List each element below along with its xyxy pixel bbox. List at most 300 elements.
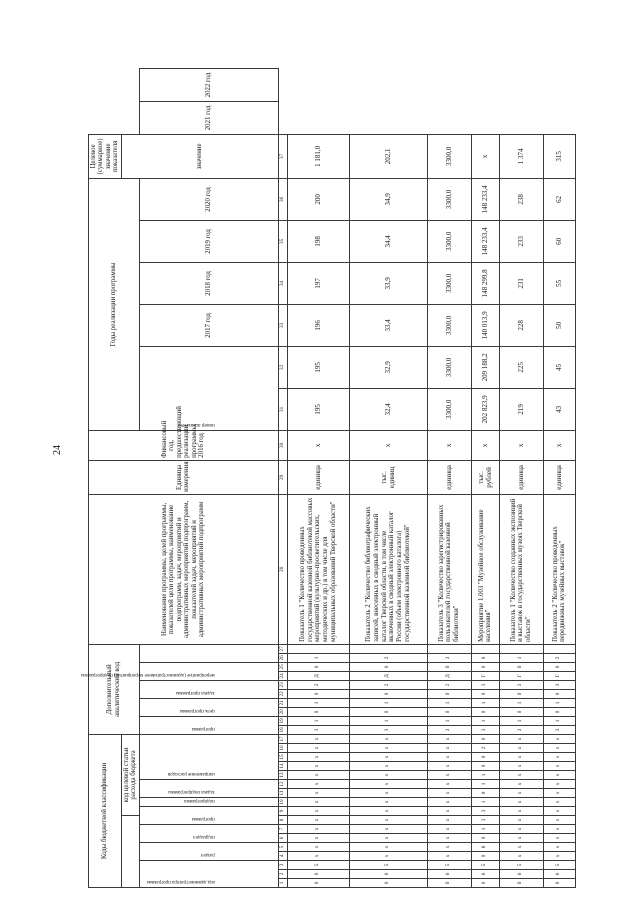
row-year-value: 140 013,9 — [471, 304, 499, 346]
code-cell: х — [349, 744, 427, 753]
code-cell: х — [543, 843, 575, 852]
code-cell: х — [427, 753, 471, 762]
code-cell: 0 — [349, 879, 427, 888]
row-target-value: 202,1 — [349, 134, 427, 178]
code-cell: х — [499, 834, 543, 843]
code-cell: х — [287, 753, 349, 762]
row-target-value: 1 181,0 — [287, 134, 349, 178]
vertical-header-text: программа — [191, 725, 215, 731]
code-cell: 2 — [349, 680, 427, 689]
code-cell: х — [543, 744, 575, 753]
row-year-value: 3300,0 — [427, 262, 471, 304]
column-number: 6 — [278, 834, 287, 843]
column-number: 14 — [278, 762, 287, 771]
code-cell: 0 — [471, 653, 499, 662]
code-cell: 3 — [349, 725, 427, 734]
header-value: значение — [121, 134, 278, 178]
code-cell: х — [543, 780, 575, 789]
year-header-2022: 2022 год — [139, 69, 278, 102]
code-cell: 1 — [427, 716, 471, 725]
code-cell: 6 — [427, 870, 471, 879]
row-target-value: 315 — [543, 134, 575, 178]
row-year-value: 43 — [543, 388, 575, 430]
column-number: 1 — [278, 879, 287, 888]
code-cell: х — [499, 771, 543, 780]
vertical-header-text: код администратора программы — [146, 878, 215, 884]
code-cell: 0 — [471, 662, 499, 671]
row-year-value: 34,4 — [349, 220, 427, 262]
column-number: 7 — [278, 825, 287, 834]
code-cell: Г — [499, 671, 543, 680]
column-number: 30 — [278, 430, 287, 460]
code-cell: 0 — [499, 879, 543, 888]
code-cell: х — [543, 789, 575, 798]
column-number: 34 — [278, 262, 287, 304]
row-name: Показатель 3 "Количество зарегистрированных пользователей государственной казенной библиотеки" — [427, 494, 471, 644]
code-cell: Д — [287, 671, 349, 680]
column-number: 4 — [278, 852, 287, 861]
vertical-header — [139, 346, 278, 430]
code-cell: 0 — [471, 762, 499, 771]
program-table — [81, 68, 576, 888]
column-number: 18 — [278, 725, 287, 734]
group-kcsr: код целевой статьи расхода бюджета — [121, 734, 139, 815]
row-year-value: 32,9 — [349, 346, 427, 388]
column-number: 3 — [278, 861, 287, 870]
table-body — [287, 69, 575, 888]
row-target-value: 3300,0 — [427, 134, 471, 178]
row-year-value: 231 — [499, 262, 543, 304]
code-cell: 0 — [471, 834, 499, 843]
column-number: 28 — [278, 494, 287, 644]
column-number: 37 — [278, 134, 287, 178]
row-name: Показатель 2 "Количество библиографических записей, внесенных в сводный электронный каталог Тверской области, в том числе включенных в сводный электронный каталог России (объем электронного каталога) государственной казенной библиотекой" — [349, 494, 427, 644]
column-number: 13 — [278, 771, 287, 780]
code-cell: х — [287, 744, 349, 753]
code-cell: х — [499, 816, 543, 825]
column-number: 17 — [278, 734, 287, 743]
code-cell: 0 — [287, 707, 349, 716]
code-cell: 2 — [287, 680, 349, 689]
code-cell: х — [427, 807, 471, 816]
table-row — [471, 69, 499, 888]
row-year-value: 3300,0 — [427, 304, 471, 346]
code-cell — [349, 644, 427, 653]
code-cell: 0 — [471, 753, 499, 762]
column-number: 24 — [278, 671, 287, 680]
header-fin-year: Финансовый год, предшествующий реализации программы, 2016 год — [89, 430, 279, 460]
table-header — [81, 69, 288, 888]
row-year-value: 228 — [499, 304, 543, 346]
row-target-value: х — [471, 134, 499, 178]
column-number: 27 — [278, 644, 287, 653]
row-year-value: 3300,0 — [427, 220, 471, 262]
code-cell: х — [349, 834, 427, 843]
vertical-header — [139, 807, 278, 825]
code-cell: 3 — [499, 680, 543, 689]
row-fin-year: х — [287, 430, 349, 460]
column-number: 2 — [278, 870, 287, 879]
column-number: 8 — [278, 816, 287, 825]
code-cell: х — [349, 734, 427, 743]
code-cell: х — [543, 807, 575, 816]
code-cell: 0 — [543, 662, 575, 671]
vertical-header — [139, 698, 278, 716]
code-cell: х — [499, 852, 543, 861]
column-number: 5 — [278, 843, 287, 852]
row-unit: тыс. единиц — [349, 460, 427, 494]
column-number: 22 — [278, 689, 287, 698]
code-cell: х — [287, 762, 349, 771]
vertical-header — [139, 798, 278, 807]
table-row — [349, 69, 427, 888]
code-cell: 5 — [349, 861, 427, 870]
page-number: 24 — [52, 445, 63, 455]
code-cell: 1 — [471, 780, 499, 789]
code-cell — [499, 644, 543, 653]
code-cell: х — [427, 744, 471, 753]
vertical-header — [81, 662, 278, 680]
row-name: Показатель 1 "Количество созданных экспозиций и выставок в государственных музеях Тверской области" — [499, 494, 543, 644]
code-cell: 0 — [427, 707, 471, 716]
code-cell: х — [543, 834, 575, 843]
code-cell: х — [499, 789, 543, 798]
code-cell: х — [349, 780, 427, 789]
column-number: 32 — [278, 346, 287, 388]
vertical-header-text: раздел — [200, 851, 215, 857]
row-unit: единица — [287, 460, 349, 494]
row-year-value: 200 — [287, 178, 349, 220]
row-year-value: 34,9 — [349, 178, 427, 220]
code-cell: 0 — [427, 662, 471, 671]
code-cell: х — [427, 843, 471, 852]
row-year-value: 60 — [543, 220, 575, 262]
code-cell: 6 — [499, 870, 543, 879]
row-year-value: 198 — [287, 220, 349, 262]
row-year-value: 33,9 — [349, 262, 427, 304]
row-fin-year: х — [471, 430, 499, 460]
code-cell: 0 — [471, 789, 499, 798]
column-number: 25 — [278, 662, 287, 671]
code-cell: 0 — [287, 662, 349, 671]
vertical-header-text: программа — [191, 815, 215, 821]
code-cell: 0 — [499, 707, 543, 716]
code-cell: Г — [471, 671, 499, 680]
code-cell: х — [427, 852, 471, 861]
vertical-header-text: направление расходов — [167, 770, 215, 776]
row-year-value: 55 — [543, 262, 575, 304]
code-cell: х — [287, 780, 349, 789]
code-cell: 3 — [427, 653, 471, 662]
code-cell: 3 — [471, 680, 499, 689]
code-cell: х — [349, 843, 427, 852]
code-cell: х — [499, 807, 543, 816]
code-cell: 1 — [471, 716, 499, 725]
row-year-value: 62 — [543, 178, 575, 220]
code-cell: 1 — [543, 716, 575, 725]
row-year-value: 202 823,9 — [471, 388, 499, 430]
code-cell: 0 — [543, 879, 575, 888]
vertical-header-text: номер показателя — [177, 421, 215, 427]
code-cell: х — [499, 734, 543, 743]
code-cell: 5 — [543, 861, 575, 870]
vertical-header-text: цель программы — [179, 707, 215, 713]
column-number: 21 — [278, 698, 287, 707]
code-cell: 5 — [471, 861, 499, 870]
code-cell: 6 — [543, 870, 575, 879]
column-number: 11 — [278, 789, 287, 798]
code-cell: 1 — [287, 698, 349, 707]
code-cell: х — [349, 753, 427, 762]
code-cell: х — [349, 789, 427, 798]
vertical-header-text: подпрограмма — [184, 797, 215, 803]
table-row — [427, 69, 471, 888]
year-header-2019: 2019 год — [139, 220, 278, 262]
code-cell: х — [499, 825, 543, 834]
code-cell: х — [427, 789, 471, 798]
row-year-value: 225 — [499, 346, 543, 388]
code-cell: х — [499, 753, 543, 762]
row-name: Мероприятие 1.003 "Музейное обслуживание населения" — [471, 494, 499, 644]
code-cell: 0 — [471, 852, 499, 861]
code-cell: х — [287, 834, 349, 843]
code-cell: 0 — [471, 734, 499, 743]
code-cell: х — [427, 780, 471, 789]
column-number: 31 — [278, 388, 287, 430]
year-header-2020: 2020 год — [139, 178, 278, 220]
code-cell: 0 — [287, 879, 349, 888]
code-cell: 2 — [349, 653, 427, 662]
vertical-header — [139, 861, 278, 888]
row-year-value: 148 233,4 — [471, 220, 499, 262]
code-cell: х — [287, 843, 349, 852]
code-cell: 2 — [543, 653, 575, 662]
vertical-header-text: мероприятие (административное мероприятие) подпрограммы — [81, 671, 215, 677]
code-cell: 0 — [427, 879, 471, 888]
code-cell: 8 — [471, 843, 499, 852]
vertical-header-text: задача программы — [175, 689, 215, 695]
vertical-header-text: задача подпрограммы — [168, 788, 215, 794]
code-cell: х — [349, 771, 427, 780]
row-fin-year: х — [427, 430, 471, 460]
code-cell: 1 — [287, 653, 349, 662]
code-cell: х — [543, 762, 575, 771]
row-name: Показатель 1 "Количество проведенных государственной казенной библиотекой массовых мероприятий (культурно-просветительских, методических и др.) в том числе для муниципальных образований Тверской области" — [287, 494, 349, 644]
code-cell: 1 — [471, 771, 499, 780]
row-year-value: 33,4 — [349, 304, 427, 346]
column-number: 35 — [278, 220, 287, 262]
code-cell: х — [427, 816, 471, 825]
code-cell — [427, 644, 471, 653]
code-cell: х — [287, 771, 349, 780]
row-year-value: 148 233,4 — [471, 178, 499, 220]
code-cell: 1 — [349, 698, 427, 707]
code-cell: 1 — [427, 698, 471, 707]
row-fin-year: х — [499, 430, 543, 460]
header-row-numbers — [278, 69, 287, 888]
code-cell: х — [349, 807, 427, 816]
code-cell: х — [287, 789, 349, 798]
code-cell: 3 — [427, 725, 471, 734]
row-unit: тыс. рублей — [471, 460, 499, 494]
code-cell: 0 — [471, 707, 499, 716]
code-cell: 0 — [471, 879, 499, 888]
row-unit: единица — [543, 460, 575, 494]
row-year-value: 196 — [287, 304, 349, 346]
row-year-value: 195 — [287, 346, 349, 388]
code-cell: х — [427, 798, 471, 807]
code-cell: 3 — [287, 725, 349, 734]
code-cell: 3 — [471, 807, 499, 816]
column-number: 12 — [278, 780, 287, 789]
code-cell: х — [499, 843, 543, 852]
header-name: Наименование программы, целей программы, показателей цели программы, наименование подпрограмм, задач, мероприятий и административных мероприятий подпрограмм, показателей задач, мероприятий и административных мероприятий подпрограмм — [89, 494, 279, 644]
column-number: 9 — [278, 807, 287, 816]
code-cell: х — [287, 798, 349, 807]
code-cell: 0 — [287, 689, 349, 698]
code-cell: 1 — [499, 716, 543, 725]
code-cell: Д — [427, 671, 471, 680]
group-extra-code: Дополнительный аналитический код — [89, 644, 140, 734]
code-cell: х — [543, 771, 575, 780]
code-cell: 3 — [471, 725, 499, 734]
column-number: 16 — [278, 744, 287, 753]
row-year-value: 32,4 — [349, 388, 427, 430]
code-cell: х — [427, 734, 471, 743]
code-cell: Д — [349, 671, 427, 680]
code-cell: 2 — [471, 744, 499, 753]
code-cell: х — [543, 753, 575, 762]
column-number: 29 — [278, 460, 287, 494]
code-cell: х — [349, 762, 427, 771]
code-cell — [543, 644, 575, 653]
vertical-header — [139, 680, 278, 698]
code-cell: 1 — [499, 698, 543, 707]
vertical-header — [139, 734, 278, 779]
vertical-header-text: подраздел — [193, 833, 215, 839]
table-row — [543, 69, 575, 888]
column-number: 26 — [278, 653, 287, 662]
year-header-2021: 2021 год — [139, 101, 278, 134]
code-cell: 0 — [349, 662, 427, 671]
code-cell: 1 — [287, 716, 349, 725]
code-cell: 1 — [471, 698, 499, 707]
column-number: 19 — [278, 716, 287, 725]
code-cell: 1 — [471, 798, 499, 807]
code-cell: х — [543, 816, 575, 825]
column-number: 23 — [278, 680, 287, 689]
code-cell: х — [349, 852, 427, 861]
code-cell: 6 — [349, 870, 427, 879]
code-cell: х — [499, 798, 543, 807]
code-cell: х — [349, 798, 427, 807]
row-name: Показатель 2 "Количество проведенных передвижных музейных выставок" — [543, 494, 575, 644]
code-cell — [287, 644, 349, 653]
header-years-group: Годы реализации программы — [89, 178, 140, 430]
code-cell: Г — [543, 671, 575, 680]
row-year-value: 45 — [543, 346, 575, 388]
table-row — [499, 69, 543, 888]
code-cell: х — [287, 816, 349, 825]
code-cell: 0 — [471, 689, 499, 698]
code-cell: 1 — [543, 698, 575, 707]
year-header-2018: 2018 год — [139, 262, 278, 304]
year-header-2017: 2017 год — [139, 304, 278, 346]
header-row-groups — [89, 69, 122, 888]
code-cell: 6 — [287, 870, 349, 879]
code-cell: 0 — [543, 689, 575, 698]
code-cell: х — [427, 834, 471, 843]
row-fin-year: х — [349, 430, 427, 460]
vertical-header — [139, 843, 278, 861]
column-number: 20 — [278, 707, 287, 716]
code-cell: х — [287, 807, 349, 816]
row-year-value: 148 299,8 — [471, 262, 499, 304]
code-cell: х — [349, 825, 427, 834]
row-year-value: 195 — [287, 388, 349, 430]
code-cell: х — [499, 780, 543, 789]
row-unit: единица — [499, 460, 543, 494]
row-year-value: 197 — [287, 262, 349, 304]
header-target: Целевое (суммарное) значение показателя — [89, 134, 122, 178]
code-cell: 3 — [499, 725, 543, 734]
code-cell: 3 — [543, 725, 575, 734]
code-cell: 5 — [427, 861, 471, 870]
table-row — [287, 69, 349, 888]
code-cell: х — [543, 852, 575, 861]
code-cell: 3 — [471, 816, 499, 825]
code-cell: 1 — [499, 653, 543, 662]
vertical-header — [139, 825, 278, 843]
group-budget-codes: Коды бюджетной классификации — [89, 734, 122, 887]
column-number: 10 — [278, 798, 287, 807]
row-year-value: 233 — [499, 220, 543, 262]
code-cell: 0 — [427, 689, 471, 698]
header-unit: Единица измерения — [89, 460, 279, 494]
column-number: 36 — [278, 178, 287, 220]
code-cell: 0 — [499, 662, 543, 671]
code-cell: х — [499, 762, 543, 771]
vertical-header — [139, 644, 278, 662]
code-cell: х — [287, 852, 349, 861]
code-cell: х — [543, 825, 575, 834]
code-cell: 0 — [499, 689, 543, 698]
code-cell: х — [499, 744, 543, 753]
row-year-value: 3300,0 — [427, 346, 471, 388]
row-unit: единица — [427, 460, 471, 494]
header-blank — [121, 816, 139, 888]
row-year-value: 219 — [499, 388, 543, 430]
vertical-header — [139, 780, 278, 798]
code-cell: 6 — [471, 870, 499, 879]
code-cell: 1 — [349, 716, 427, 725]
code-cell: х — [427, 825, 471, 834]
column-number: 33 — [278, 304, 287, 346]
code-cell — [471, 644, 499, 653]
row-year-value: 3300,0 — [427, 388, 471, 430]
code-cell: х — [287, 734, 349, 743]
code-cell: 2 — [427, 680, 471, 689]
program-table-container — [81, 68, 568, 888]
row-fin-year: х — [543, 430, 575, 460]
code-cell: х — [349, 816, 427, 825]
code-cell: 3 — [543, 680, 575, 689]
row-target-value: 1 374 — [499, 134, 543, 178]
code-cell: 0 — [543, 707, 575, 716]
code-cell: 1 — [471, 825, 499, 834]
code-cell: 0 — [349, 707, 427, 716]
code-cell: 5 — [499, 861, 543, 870]
